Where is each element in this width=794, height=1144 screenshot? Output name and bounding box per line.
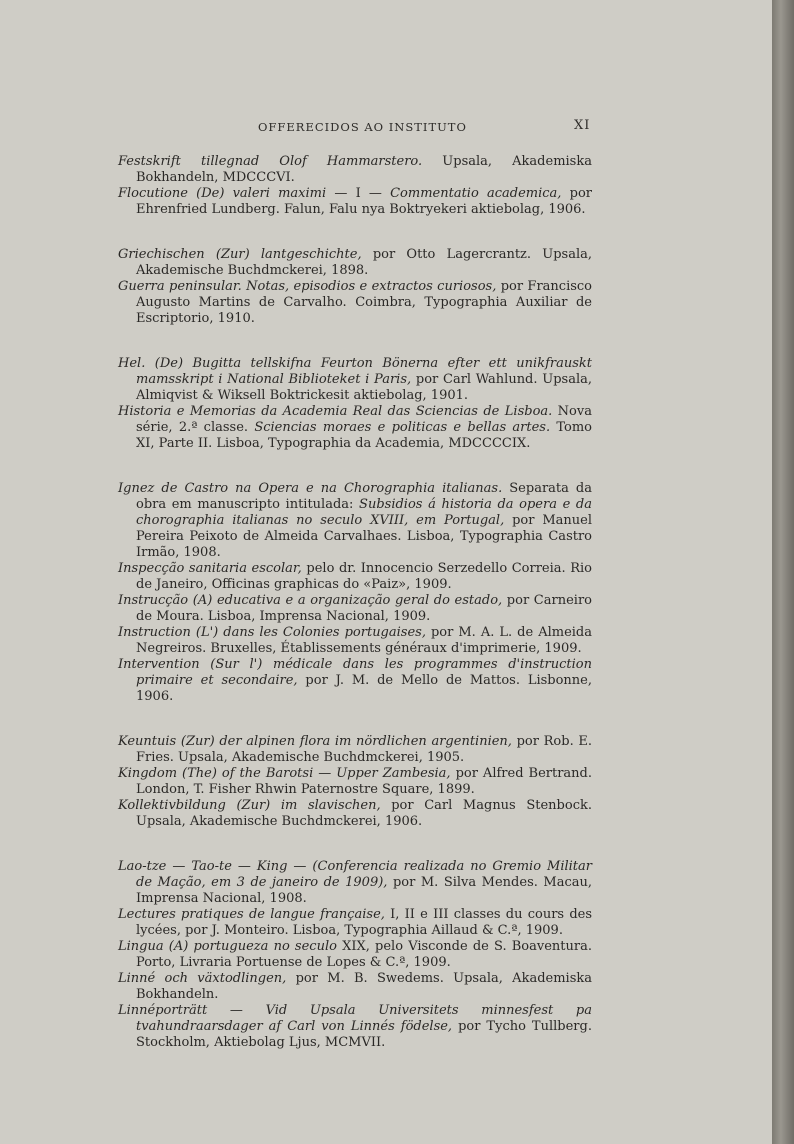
entry-details: I, II e III classes du cours des lycées, por J. Monteiro. Lisboa, Typographia Aillaud & C.ª, 1909. [136, 907, 593, 938]
entry-title: Intervention (Sur l') médicale dans les programmes d'instruction primaire et secondaire, [118, 657, 592, 688]
entry-title: Lao-tze — Tao-te — King — (Conferencia realizada no Gremio Militar de Mação, em 3 de janeiro de 1909), [118, 859, 592, 890]
entry-details: por Rob. E. Fries. Upsala, Akademische Buchdmckerei, 1905. [136, 734, 593, 765]
entry-details: pelo dr. Innocencio Serzedello Correia. Rio de Janeiro, Officinas graphicas do «Paiz», 1909. [136, 561, 593, 592]
entry-title: Linné och växtodlingen, [118, 971, 287, 986]
bibliography-entry [118, 279, 592, 327]
entry-title: Festskrift tillegnad Olof Hammarstero. [118, 154, 423, 169]
bibliography-entry [118, 939, 592, 971]
entry-details: por Alfred Bertrand. London, T. Fisher Rhwin Paternostre Square, 1899. [136, 766, 592, 797]
entry-details: por Ehrenfried Lundberg. Falun, Falu nya Boktryekeri aktiebolag, 1906. [136, 186, 592, 217]
entry-details: por Tycho Tullberg. Stockholm, Aktiebolag Ljus, MCMVII. [136, 1019, 592, 1050]
entry-details: por J. M. de Mello de Mattos. Lisbonne, 1906. [136, 673, 593, 704]
entry-details: por Carl Wahlund. Upsala, Almiqvist & Wiksell Boktrickesit aktiebolag, 1901. [136, 372, 592, 403]
entry-title: Griechischen (Zur) lantgeschichte, [118, 247, 362, 262]
entry-details: por Manuel Pereira Peixoto de Almeida Carvalhaes. Lisboa, Typographia Castro Irmão, 1908. [136, 513, 592, 560]
entry-title: Inspecção sanitaria escolar, [118, 561, 302, 576]
entry-title: Instrucção (A) educativa e a organização geral do estado, [118, 593, 503, 608]
letter-group-f [118, 154, 592, 218]
bibliography-entry [118, 859, 592, 907]
entry-title: Hel. (De) Bugitta tellskifna Feurton Bönerna efter ett unikfrauskt mamsskript i National Biblioteket i Paris, [118, 356, 592, 387]
entry-details: por Carl Magnus Stenbock. Upsala, Akademische Buchdmckerei, 1906. [136, 798, 592, 829]
bibliography-entry [118, 734, 592, 766]
bibliography-entry [118, 561, 592, 593]
entry-title: Ignez de Castro na Opera e na Chorographia italianas. [118, 481, 503, 496]
entry-subtitle: Sciencias moraes e politicas e bellas artes. [254, 420, 551, 435]
entry-title: Guerra peninsular. Notas, episodios e extractos curiosos, [118, 279, 497, 294]
entry-title: Lectures pratiques de langue française, [118, 907, 385, 922]
entry-title: Lingua (A) portugueza no seculo [118, 939, 337, 954]
bibliography-entry [118, 593, 592, 625]
entry-details: Tomo XI, Parte II. Lisboa, Typographia da Academia, MDCCCCIX. [136, 420, 593, 451]
entry-subtitle: Commentatio academica, [390, 186, 562, 201]
entry-title: Kollektivbildung (Zur) im slavischen, [118, 798, 381, 813]
bibliography-entry [118, 798, 592, 830]
entry-title: Flocutione (De) valeri maximi [118, 186, 327, 201]
entry-details: por Carneiro de Moura. Lisboa, Imprensa Nacional, 1909. [136, 593, 592, 624]
entry-details: por Francisco Augusto Martins de Carvalho. Coimbra, Typographia Auxiliar de Escriptorio, 1910. [136, 279, 593, 326]
entry-details: Upsala, Akademiska Bokhandeln, MDCCCVI. [136, 154, 592, 185]
entry-details: Separata da obra em manuscripto intitulada: [136, 481, 593, 512]
bibliography-entry [118, 247, 592, 279]
bibliography-entry [118, 154, 592, 186]
entry-details: por M. B. Swedems. Upsala, Akademiska Bokhandeln. [136, 971, 592, 1002]
entry-title: Kingdom (The) of the Barotsi — Upper Zambesia, [118, 766, 451, 781]
bibliography-entry [118, 971, 592, 1003]
entry-details: por M. A. L. de Almeida Negreiros. Bruxelles, Établissements généraux d'imprimerie, 1909. [136, 625, 593, 656]
letter-group-k [118, 734, 592, 830]
letter-group-g [118, 247, 592, 327]
entry-details: por Otto Lagercrantz. Upsala, Akademische Buchdmckerei, 1898. [136, 247, 592, 278]
entry-subtitle: Subsidios á historia da opera e da chorographia italianas no seculo XVIII, em Portugal, [136, 497, 592, 528]
bibliography-entry [118, 186, 592, 218]
bibliography-entry [118, 356, 592, 404]
entry-details: por M. Silva Mendes. Macau, Imprensa Nacional, 1908. [136, 875, 593, 906]
entry-title: Keuntuis (Zur) der alpinen flora im nördlichen argentinien, [118, 734, 512, 749]
entry-title: Linnéporträtt — Vid Upsala Universitets minnesfest pa tvahundraarsdager af Carl von Linnés födelse, [118, 1003, 592, 1034]
entry-title: Historia e Memorias da Academia Real das Sciencias de Lisboa. [118, 404, 553, 419]
page-edge [772, 0, 794, 1144]
bibliography-entry [118, 481, 592, 561]
page-number: XI [574, 118, 591, 133]
bibliography-entry [118, 404, 592, 452]
entry-details: — I — [326, 186, 391, 201]
bibliography-entry [118, 907, 592, 939]
running-header: OFFERECIDOS AO INSTITUTO [258, 120, 467, 134]
bibliography-entry [118, 657, 592, 705]
bibliography-entry [118, 1003, 592, 1051]
bibliography-entry [118, 766, 592, 798]
bibliography-entry [118, 625, 592, 657]
letter-group-l [118, 859, 592, 1051]
bibliography-list [118, 154, 592, 1080]
entry-title: Instruction (L') dans les Colonies portugaises, [118, 625, 426, 640]
entry-details: XIX, pelo Visconde de S. Boaventura. Porto, Livraria Portuense de Lopes & C.ª, 1909. [136, 939, 592, 970]
entry-details: Nova série, 2.ª classe. [136, 404, 592, 435]
letter-group-h [118, 356, 592, 452]
letter-group-i [118, 481, 592, 705]
